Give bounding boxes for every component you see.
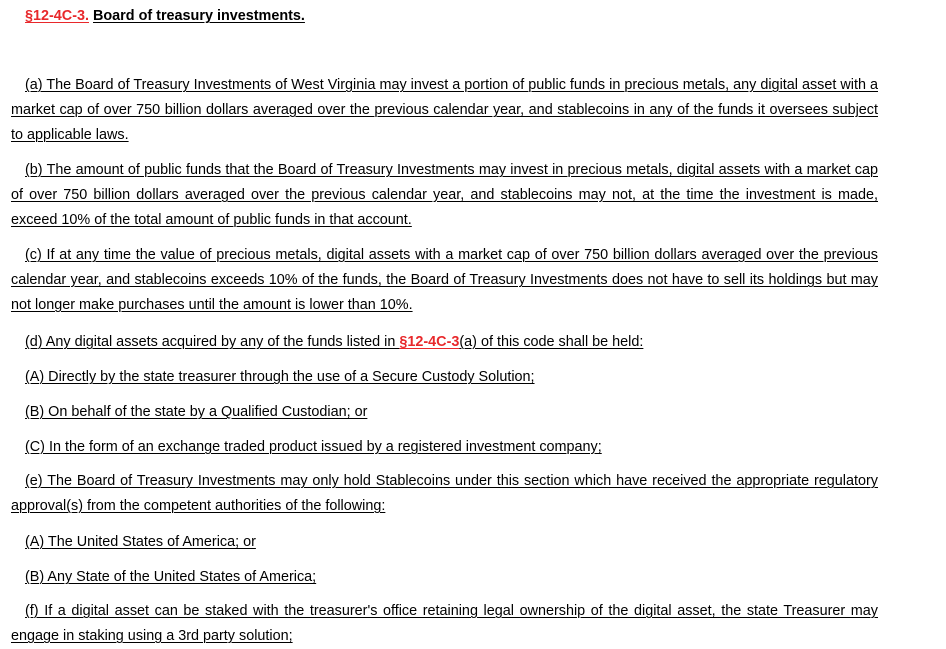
paragraph-f: [11, 599, 878, 649]
paragraph-b-text: (b) The amount of public funds that the Board of Treasury Investments may invest in precious metals, digital assets with a market cap of over 750 billion dollars averaged over the previous calendar year, and stablecoins may not, at the time the investment is made, exceed 10% of the total amount of public funds in that account.: [11, 162, 878, 228]
item-d-A-text: (A) Directly by the state treasurer through the use of a Secure Custody Solution;: [25, 369, 535, 385]
paragraph-f-text: (f) If a digital asset can be staked with the treasurer's office retaining legal ownership of the digital asset, the state Treasurer may engage in staking using a 3rd party solution;: [11, 603, 878, 644]
section-number[interactable]: §12-4C-3.: [25, 8, 89, 24]
paragraph-a-text: (a) The Board of Treasury Investments of West Virginia may invest a portion of public funds in precious metals, any digital asset with a market cap of over 750 billion dollars averaged over the previous calendar year, and stablecoins in any of the funds it oversees subject to applicable laws.: [11, 77, 878, 143]
item-d-C-text: (C) In the form of an exchange traded product issued by a registered investment company;: [25, 439, 602, 455]
paragraph-c-text: (c) If at any time the value of precious metals, digital assets with a market cap of over 750 billion dollars averaged over the previous calendar year, and stablecoins exceeds 10% of the funds, the Board of Treasury Investments does not have to sell its holdings but may not longer make purchases until the amount is lower than 10%.: [11, 247, 878, 313]
item-d-A: [25, 368, 535, 386]
paragraph-a: [11, 73, 878, 148]
item-d-B-text: (B) On behalf of the state by a Qualified Custodian; or: [25, 404, 368, 420]
item-d-B: [25, 403, 367, 421]
item-d-C: [25, 438, 602, 456]
paragraph-e: [11, 469, 878, 519]
paragraph-d-suffix: (a) of this code shall be held:: [459, 334, 644, 350]
item-e-B-text: (B) Any State of the United States of America;: [25, 569, 317, 585]
paragraph-e-text: (e) The Board of Treasury Investments may only hold Stablecoins under this section which have received the appropriate regulatory approval(s) from the competent authorities of the following:: [11, 473, 878, 514]
section-title: Board of treasury investments.: [93, 8, 305, 24]
section-reference-link[interactable]: §12-4C-3: [399, 334, 460, 350]
item-e-A-text: (A) The United States of America; or: [25, 534, 256, 550]
paragraph-b: [11, 158, 878, 233]
section-heading: [25, 7, 305, 25]
paragraph-d-prefix: (d) Any digital assets acquired by any of the funds listed in: [25, 334, 400, 350]
item-e-B: [25, 568, 316, 586]
paragraph-c: [11, 243, 878, 318]
paragraph-d: [25, 333, 643, 351]
item-e-A: [25, 533, 256, 551]
